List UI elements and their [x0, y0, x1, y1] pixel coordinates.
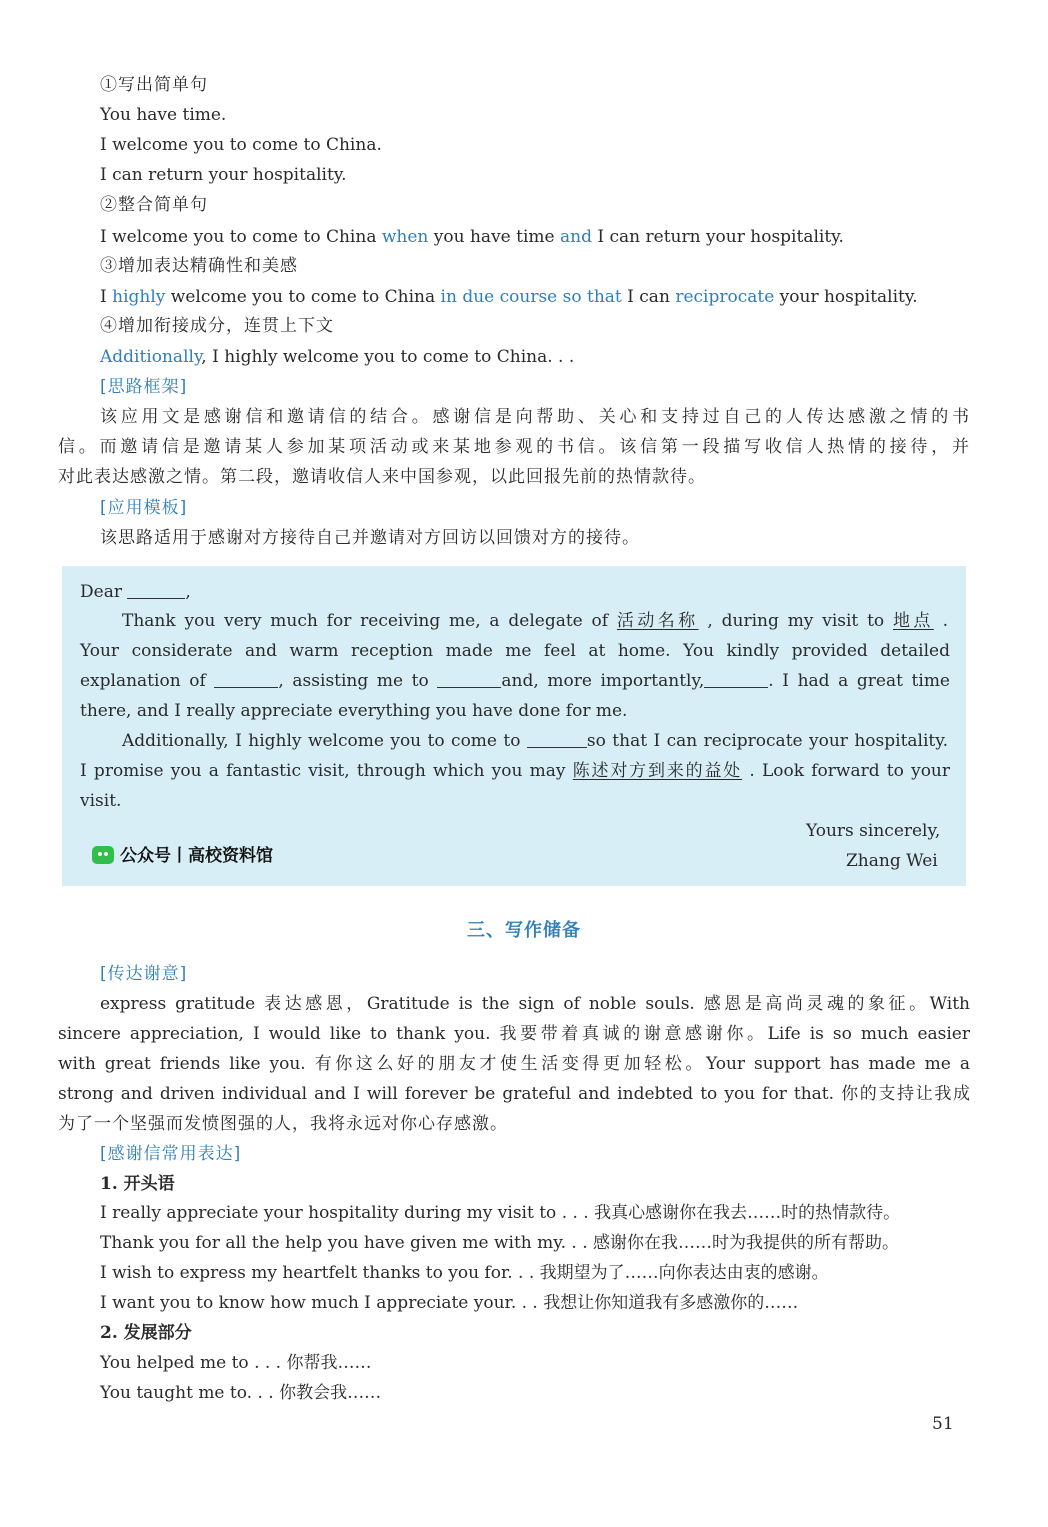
framework-line-2: 信。而邀请信是邀请某人参加某项活动或来某地参观的书信。该信第一段描写收信人热情的接待，并 — [58, 437, 970, 457]
letter-signature: Zhang Wei — [846, 851, 938, 871]
step1-line-1: You have time. — [100, 105, 227, 125]
letter-line-5: Additionally, I highly welcome you to come to so that I can reciprocate your hospitality. — [122, 731, 948, 751]
opening-line-1: I really appreciate your hospitality during my visit to . . . 我真心感谢你在我去……时的热情款待。 — [100, 1203, 901, 1223]
opening-line-3: I wish to express my heartfelt thanks to you for. . . 我期望为了……向你表达由衷的感谢。 — [100, 1263, 829, 1283]
letter-closing: Yours sincerely, — [806, 821, 941, 841]
body-line-2: You taught me to. . . 你教会我…… — [100, 1383, 382, 1403]
opening-heading: 1. 开头语 — [100, 1174, 175, 1194]
gratitude-heading: [传达谢意] — [100, 964, 188, 984]
step4-sentence: Additionally, I highly welcome you to come to China. . . — [100, 347, 575, 367]
letter-line-4: there, and I really appreciate everything you have done for me. — [80, 701, 628, 721]
template-heading: [应用模板] — [100, 498, 188, 518]
letter-greeting: Dear , — [80, 582, 191, 602]
step1-line-3: I can return your hospitality. — [100, 165, 347, 185]
opening-line-4: I want you to know how much I appreciate your. . . 我想让你知道我有多感激你的…… — [100, 1293, 799, 1313]
page-number: 51 — [932, 1414, 954, 1434]
opening-line-2: Thank you for all the help you have given me with my. . . 感谢你在我……时为我提供的所有帮助。 — [100, 1233, 900, 1253]
letter-line-6: I promise you a fantastic visit, through which you may 陈述对方到来的益处 . Look forward to your — [80, 761, 951, 781]
step1-title: ①写出简单句 — [100, 75, 208, 95]
gratitude-line-3: with great friends like you. 有你这么好的朋友才使生活变得更加轻松。Your support has made me a — [58, 1054, 970, 1074]
step3-title: ③增加表达精确性和美感 — [100, 256, 298, 276]
step1-line-2: I welcome you to come to China. — [100, 135, 382, 155]
letter-line-1: Thank you very much for receiving me, a delegate of 活动名称 , during my visit to 地点 . — [122, 611, 949, 631]
expressions-heading: [感谢信常用表达] — [100, 1144, 242, 1164]
letter-line-2: Your considerate and warm reception made me feel at home. You kindly provided detailed — [80, 641, 950, 661]
framework-line-1: 该应用文是感谢信和邀请信的结合。感谢信是向帮助、关心和支持过自己的人传达感激之情的书 — [100, 407, 970, 427]
body-line-1: You helped me to . . . 你帮我…… — [100, 1353, 372, 1373]
step2-title: ②整合简单句 — [100, 195, 208, 215]
gratitude-line-4: strong and driven individual and I will forever be grateful and indebted to you for that. 你的支持让我成 — [58, 1084, 970, 1104]
step3-sentence: I highly welcome you to come to China in due course so that I can reciprocate your hospitality. — [100, 287, 918, 307]
gratitude-line-2: sincere appreciation, I would like to thank you. 我要带着真诚的谢意感谢你。Life is so much easier — [58, 1024, 970, 1044]
letter-line-7: visit. — [80, 791, 122, 811]
letter-line-3: explanation of , assisting me to and, more importantly, . I had a great time — [80, 671, 950, 691]
step4-title: ④增加衔接成分，连贯上下文 — [100, 316, 334, 336]
template-intro: 该思路适用于感谢对方接待自己并邀请对方回访以回馈对方的接待。 — [100, 528, 640, 548]
framework-line-3: 对此表达感激之情。第二段，邀请收信人来中国参观，以此回报先前的热情款待。 — [58, 467, 706, 487]
watermark: 公众号丨高校资料馆 — [92, 842, 273, 870]
gratitude-line-1: express gratitude 表达感恩，Gratitude is the sign of noble souls. 感恩是高尚灵魂的象征。With — [100, 994, 970, 1014]
framework-heading: [思路框架] — [100, 377, 188, 397]
gratitude-line-5: 为了一个坚强而发愤图强的人，我将永远对你心存感激。 — [58, 1114, 508, 1134]
section-title: 三、写作储备 — [467, 920, 581, 941]
body-heading: 2. 发展部分 — [100, 1323, 192, 1343]
wechat-icon — [92, 846, 114, 864]
step2-sentence: I welcome you to come to China when you have time and I can return your hospitality. — [100, 227, 844, 247]
